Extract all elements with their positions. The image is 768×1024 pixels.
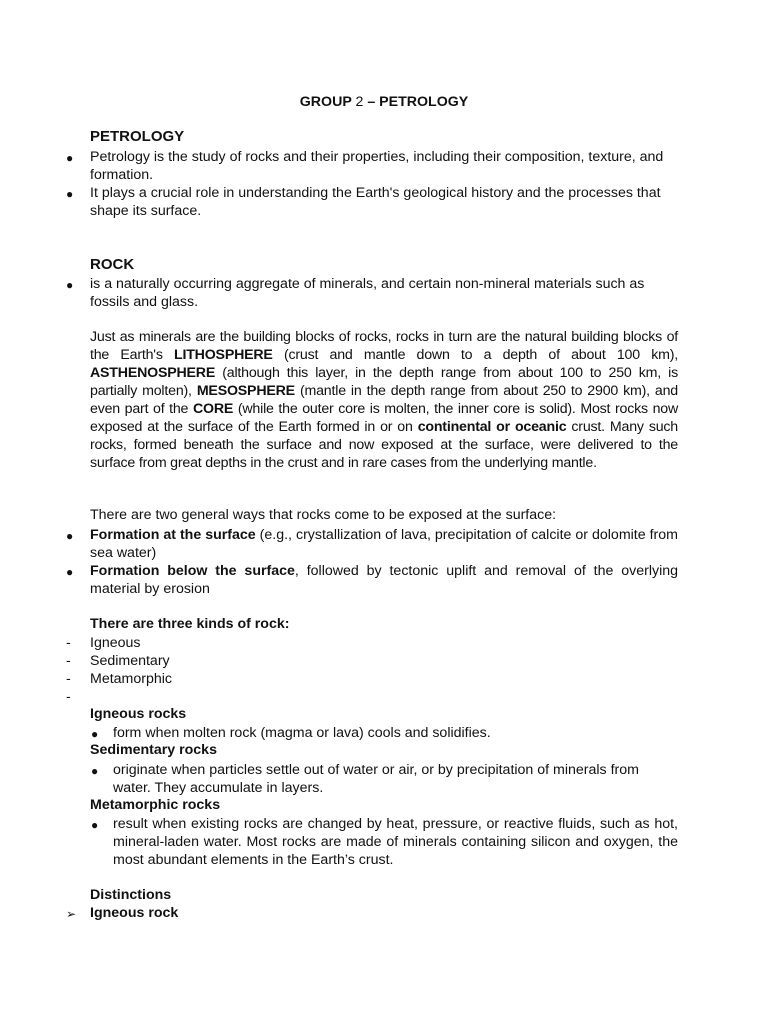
way-1-text: (e.g., crystallization of lava, precipitation of calcite or dolomite from sea water) [90, 527, 678, 561]
kind-metamorphic: Metamorphic [90, 671, 173, 687]
bullet-icon: ● [91, 727, 99, 741]
dash-marker: - [66, 689, 71, 705]
term-asthenosphere: ASTHENOSPHERE [90, 365, 216, 381]
rock-paragraph [90, 328, 678, 472]
section-heading-rock: ROCK [90, 256, 135, 273]
paragraph-text: (although this layer, in the depth range from about 100 to 250 km, is partially molten), [90, 365, 678, 399]
way-2-label: Formation below the surface [90, 563, 295, 579]
page-title [0, 94, 768, 110]
bullet-icon: ● [91, 764, 99, 778]
bullet-icon: ● [66, 187, 74, 201]
kind-sedimentary: Sedimentary [90, 653, 170, 669]
metamorphic-heading: Metamorphic rocks [90, 797, 221, 813]
distinctions-heading: Distinctions [90, 887, 172, 903]
petrology-bullet-1: Petrology is the study of rocks and their properties, including their composition, texture, and formation. [90, 149, 664, 183]
exposure-way-1 [90, 526, 678, 562]
bullet-icon: ● [66, 151, 74, 165]
term-continental-oceanic: continental or oceanic [417, 419, 567, 435]
bullet-icon: ● [91, 818, 99, 832]
term-core: CORE [192, 401, 234, 417]
paragraph-text: (while the outer core is molten, the inner core is solid). Most rocks now exposed at the surface of the Earth formed in or on [90, 401, 678, 435]
bullet-icon: ● [66, 529, 74, 543]
term-lithosphere: LITHOSPHERE [174, 347, 273, 363]
exposure-intro: There are two general ways that rocks come to be exposed at the surface: [90, 507, 557, 523]
dash-marker: - [66, 671, 71, 687]
dash-marker: - [66, 635, 71, 651]
kind-igneous: Igneous [90, 635, 141, 651]
petrology-bullet-2: It plays a crucial role in understanding the Earth's geological history and the processes that shape its surface. [90, 185, 661, 219]
way-1-label: Formation at the surface [90, 527, 256, 543]
kinds-heading: There are three kinds of rock: [90, 616, 290, 632]
distinction-igneous: Igneous rock [90, 905, 179, 921]
arrow-bullet-icon: ➢ [66, 907, 77, 921]
way-2-text: , followed by tectonic uplift and removal of the overlying material by erosion [90, 563, 679, 597]
paragraph-text: Just as minerals are the building blocks of rocks, rocks in turn are the natural building blocks of the Earth's [90, 329, 678, 363]
section-heading-petrology: PETROLOGY [90, 128, 185, 145]
exposure-way-2 [90, 562, 678, 598]
paragraph-text: crust. Many such rocks, formed beneath the surface and now exposed at the surface, were delivered to the surface from great depths in the crust and in rare cases from the underlying mantle. [90, 419, 678, 471]
title-prefix: GROUP [299, 94, 356, 110]
paragraph-text: (mantle in the depth range from about 250 to 2900 km), and even part of the [90, 383, 678, 417]
term-mesosphere: MESOSPHERE [196, 383, 295, 399]
title-suffix: – PETROLOGY [363, 94, 469, 110]
igneous-text: form when molten rock (magma or lava) cools and solidifies. [113, 725, 491, 741]
rock-definition: is a naturally occurring aggregate of minerals, and certain non-mineral materials such as fossils and glass. [90, 276, 645, 310]
metamorphic-text: result when existing rocks are changed by heat, pressure, or reactive fluids, such as hot, mineral-laden water. Most rocks are made of minerals containing silicon and oxygen, the most abundant elements in the Earth’s crust. [113, 816, 678, 868]
paragraph-text: (crust and mantle down to a depth of about 100 km), [272, 347, 678, 363]
igneous-heading: Igneous rocks [90, 706, 187, 722]
bullet-icon: ● [66, 565, 74, 579]
title-number: 2 [355, 94, 364, 110]
sedimentary-heading: Sedimentary rocks [90, 742, 217, 758]
bullet-icon: ● [66, 278, 74, 292]
dash-marker: - [66, 653, 71, 669]
sedimentary-text: originate when particles settle out of water or air, or by precipitation of minerals from water. They accumulate in layers. [113, 762, 639, 796]
